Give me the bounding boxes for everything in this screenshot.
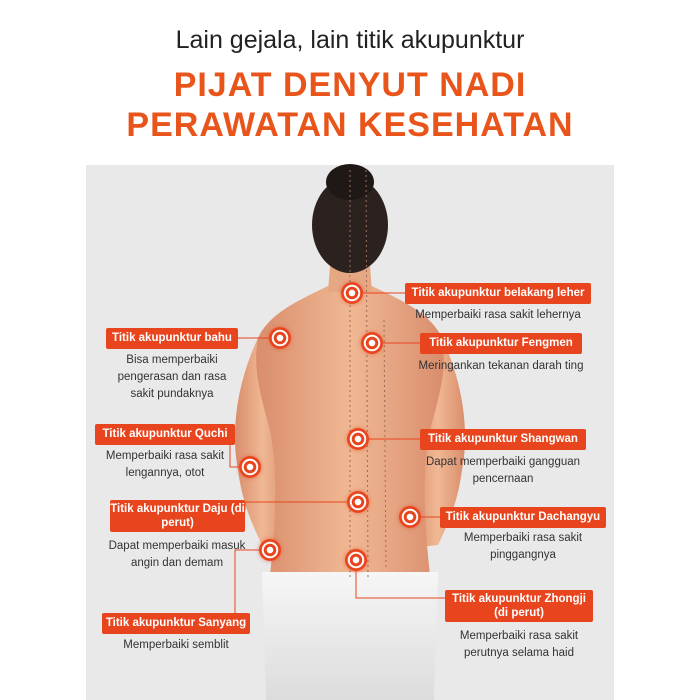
acupoint-back-neck-label: Titik akupunktur belakang leher (405, 283, 591, 304)
acupoint-sanyang-marker[interactable] (259, 539, 281, 561)
acupoint-shangwan-desc: Dapat memperbaiki gangguan pencernaan (425, 456, 581, 485)
acupoint-shoulder-desc: Bisa memperbaiki pengerasan dan rasa sakit pundaknya (117, 354, 227, 400)
acupoint-back-neck-desc: Memperbaiki rasa sakit lehernya (415, 309, 581, 321)
acupoint-fengmen-label: Titik akupunktur Fengmen (420, 333, 582, 354)
acupoint-shoulder-label: Titik akupunktur bahu (106, 328, 238, 349)
acupoint-zhongji-marker[interactable] (345, 549, 367, 571)
acupoint-sanyang-label: Titik akupunktur Sanyang (102, 613, 250, 634)
acupoint-daju-marker[interactable] (347, 491, 369, 513)
acupoint-quchi-label: Titik akupunktur Quchi (95, 424, 235, 445)
towel (262, 572, 438, 700)
acupoint-shoulder-marker[interactable] (269, 327, 291, 349)
acupoint-dachangyu-label: Titik akupunktur Dachangyu (440, 507, 606, 528)
acupoint-sanyang-desc: Memperbaiki semblit (123, 639, 229, 651)
acupoint-shangwan-marker[interactable] (347, 428, 369, 450)
acupoint-zhongji-label: Titik akupunktur Zhongji (di perut) (445, 590, 593, 622)
page-title-line-1: PIJAT DENYUT NADI (173, 66, 527, 104)
page-title-line-2: PERAWATAN KESEHATAN (126, 106, 574, 144)
acupoint-shangwan-label: Titik akupunktur Shangwan (420, 429, 586, 450)
acupoint-quchi-marker[interactable] (239, 456, 261, 478)
acupoint-fengmen-marker[interactable] (361, 332, 383, 354)
acupoint-daju-label: Titik akupunktur Daju (di perut) (110, 500, 245, 532)
acupoint-dachangyu-desc: Memperbaiki rasa sakit pinggangnya (463, 532, 583, 561)
acupoint-daju-desc: Dapat memperbaiki masuk angin dan demam (108, 540, 246, 569)
page-subtitle: Lain gejala, lain titik akupunktur (175, 26, 525, 54)
acupoint-fengmen-desc: Meringankan tekanan darah ting (418, 360, 584, 372)
acupoint-dachangyu-marker[interactable] (399, 506, 421, 528)
acupoint-back-neck-marker[interactable] (341, 282, 363, 304)
acupoint-zhongji-desc: Memperbaiki rasa sakit perutnya selama haid (459, 630, 579, 659)
acupoint-quchi-desc: Memperbaiki rasa sakit lengannya, otot (105, 450, 225, 479)
